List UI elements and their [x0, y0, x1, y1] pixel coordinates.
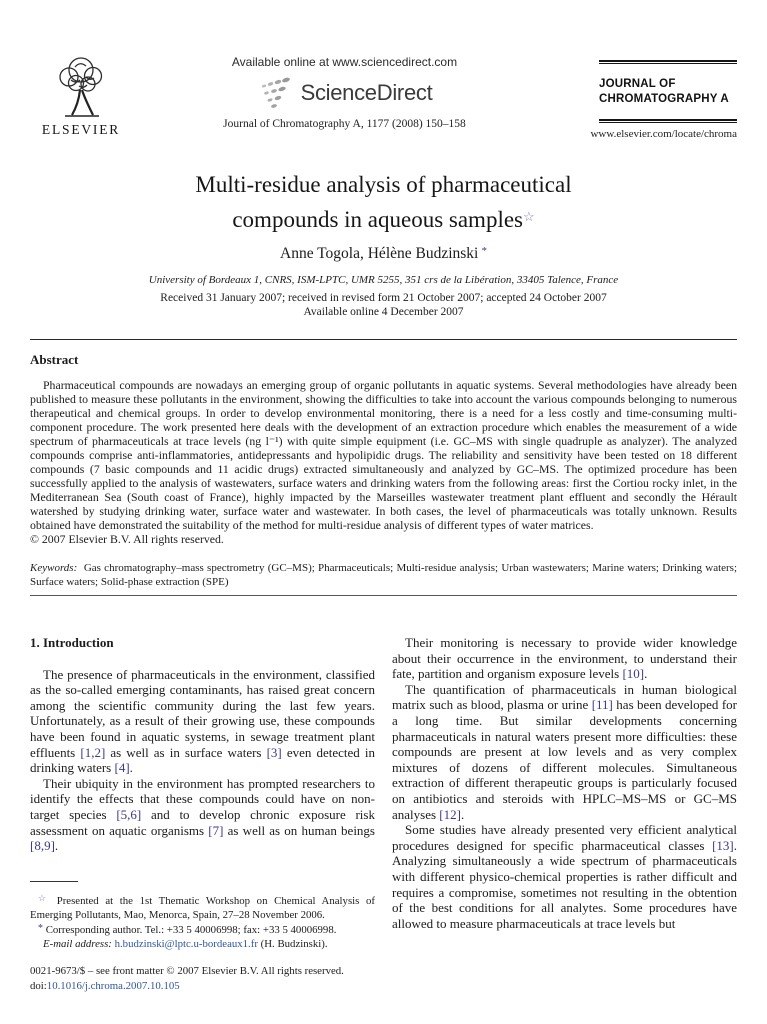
body-columns: [30, 635, 737, 994]
footnotes: [30, 881, 375, 951]
citation-link[interactable]: [3]: [266, 744, 282, 760]
right-column: [392, 635, 737, 994]
citation-link[interactable]: [8,9]: [30, 838, 55, 854]
left-column: [30, 635, 375, 994]
article-title-line2: compounds in aqueous samples: [232, 207, 523, 232]
journal-name-line1: JOURNAL OF: [599, 78, 676, 90]
keywords-text: Gas chromatography–mass spectrometry (GC–MS); Pharmaceuticals; Multi-residue analysis; Urban wastewaters; Marine waters; Drinking waters; Surface waters; Solid-phase extraction (SPE): [30, 562, 738, 588]
page-header: [30, 0, 737, 140]
available-online-text: Available online at www.sciencedirect.com: [231, 55, 458, 69]
title-block: [30, 169, 737, 318]
citation-link[interactable]: [7]: [208, 822, 224, 838]
doi-label: doi:: [30, 979, 47, 992]
abstract-bottom-divider: [30, 595, 737, 596]
email-suffix: (H. Budzinski).: [257, 937, 328, 950]
footnote-email: [30, 937, 375, 951]
header-center: [128, 52, 561, 130]
footnote-divider: [30, 881, 78, 882]
journal-url: www.elsevier.com/locate/chroma: [590, 128, 737, 140]
sciencedirect-logo: [128, 74, 561, 112]
citation-link[interactable]: [10]: [622, 666, 645, 682]
abstract-text: Pharmaceutical compounds are nowadays an emerging group of organic pollutants in aquatic systems. Several methodologies have already been published to measure these pollutants in the environment, showing the difficulties to take into account the various compounds belonging to numerous therapeutical and chemical groups. In order to develop environmental monitoring, there is a need for a less costly and time-consuming multi-component procedure. The work presented here deals with the development of an extraction procedure which enables the measurement of a wide spectrum of pharmaceuticals at trace levels (ng l⁻¹) with quite simple equipment (i.e. GC–MS with single quadruple as analyzer). The analyzed compounds comprise anti-inflammatories, antidepressants and hypolipidic drugs. The reliability and sensitivity have been tested on 18 different compounds (7 basic compounds and 11 acidic drugs) extracted simultaneously and analyzed by GC–MS. The optimized procedure has been successfully applied to the analysis of wastewaters, surface waters and drinking waters from the following areas: first the Cortiou rocky inlet, in the Mediterranean Sea (South coast of France), highly impacted by the Marseilles wastewater treatment plant effluent and secondly the Hérault watershed by studying drinking water, surface water and wastewater. In both cases, the level of pharmaceuticals was totally unknown. Results obtained have demonstrated the suitability of the method for multi-residue analysis of different types of water matrices.: [30, 378, 737, 532]
section-heading-introduction: 1. Introduction: [30, 635, 114, 650]
copyright-line: © 2007 Elsevier B.V. All rights reserved.: [30, 532, 224, 546]
journal-citation: Journal of Chromatography A, 1177 (2008) 150–158: [223, 118, 466, 130]
paragraph: Some studies have already presented very efficient analytical procedures designed for specific pharmaceutical classes [13]. Analyzing simultaneously a wide spectrum of pharmaceuticals with different physico-chemical properties is rather difficult and requires a compromise, sometimes not resulting in the obtention of the best conditions for all analytes. Some procedures have allowed to measure pharmaceuticals at trace levels but: [392, 822, 737, 931]
paragraph: Their ubiquity in the environment has prompted researchers to identify the effects that these compounds could have on non-target species [5,6] and to develop chronic exposure risk assessment on aquatic organisms [7] as well as on human beings [8,9].: [30, 775, 375, 854]
elsevier-wordmark: ELSEVIER: [41, 122, 121, 137]
citation-link[interactable]: [5,6]: [116, 806, 142, 822]
article-title: [30, 169, 737, 236]
available-online-date: Available online 4 December 2007: [303, 306, 464, 318]
issn-line: 0021-9673/$ – see front matter © 2007 Elsevier B.V. All rights reserved.: [30, 964, 344, 977]
abstract-section: [30, 352, 737, 589]
doi-link[interactable]: 10.1016/j.chroma.2007.10.105: [46, 979, 180, 992]
paragraph: The quantification of pharmaceuticals in human biological matrix such as blood, plasma or urine [11] has been developed for a long time. But similar developments concerning pharmaceuticals in natural waters present more difficulties: these compounds are present at low levels and as very complex mixtures of dozens of different molecules. Simultaneous extraction of different therapeutic groups is particularly focused on antibiotics and steroids with HPLC–MS–MS or GC–MS analyses [12].: [392, 681, 737, 822]
double-rule-bottom: [599, 119, 737, 123]
keywords-line: [30, 562, 737, 589]
footnote-corresponding-text: Corresponding author. Tel.: +33 5 40006998; fax: +33 5 40006998.: [45, 923, 337, 936]
footnote-star-icon: ☆: [38, 892, 51, 903]
page-footer: [30, 964, 375, 994]
elsevier-tree-icon: [49, 52, 113, 120]
sciencedirect-wordmark: ScienceDirect: [300, 80, 433, 105]
authors-line: [30, 245, 737, 263]
affiliation: University of Bordeaux 1, CNRS, ISM-LPTC, UMR 5255, 351 crs de la Libération, 33405 Talence, France: [148, 274, 619, 286]
author-names: Anne Togola, Hélène Budzinski: [280, 245, 479, 262]
keywords-label: Keywords:: [30, 562, 78, 574]
received-dates: Received 31 January 2007; received in revised form 21 October 2007; accepted 24 October 2007: [160, 292, 607, 304]
citation-link[interactable]: [4]: [114, 760, 130, 776]
footnote-workshop-text: Presented at the 1st Thematic Workshop on Chemical Analysis of Emerging Pollutants, Mao, Menorca, Spain, 27–28 November 2006.: [30, 894, 375, 921]
journal-name: [599, 77, 737, 107]
journal-masthead: [561, 52, 737, 140]
double-rule-top: [599, 60, 737, 64]
email-label: E-mail address:: [43, 937, 112, 950]
sciencedirect-dots-icon: [257, 76, 295, 110]
paragraph: Their monitoring is necessary to provide wider knowledge about their occurrence in the environment, to understand their fate, partition and organism exposure levels [10].: [392, 635, 737, 682]
corresponding-author-asterisk: *: [481, 245, 487, 257]
citation-link[interactable]: [11]: [591, 697, 613, 713]
title-footnote-star-icon: ☆: [523, 209, 535, 224]
paragraph: The presence of pharmaceuticals in the environment, classified as the so-called emerging contaminants, has raised great concern among the scientific community during the last few years. Unfortunately, as a result of their growing use, these compounds have been found in aquatic systems, in sewage treatment plant effluents [1,2] as well as in surface waters [3] even detected in drinking waters [4].: [30, 666, 375, 776]
article-title-line1: Multi-residue analysis of pharmaceutical: [195, 172, 572, 197]
footnote-workshop: [30, 891, 375, 922]
citation-link[interactable]: [13]: [712, 837, 734, 853]
elsevier-logo: [34, 52, 128, 138]
footnote-asterisk: *: [38, 922, 43, 934]
journal-name-line2: CHROMATOGRAPHY A: [599, 93, 729, 105]
abstract-top-divider: [30, 339, 737, 340]
email-link[interactable]: h.budzinski@lptc.u-bordeaux1.fr: [114, 937, 258, 950]
abstract-heading: Abstract: [30, 352, 79, 367]
doi-line: [30, 979, 375, 994]
citation-link[interactable]: [1,2]: [80, 744, 106, 760]
footnote-corresponding: [30, 922, 375, 937]
citation-link[interactable]: [12]: [439, 806, 461, 822]
